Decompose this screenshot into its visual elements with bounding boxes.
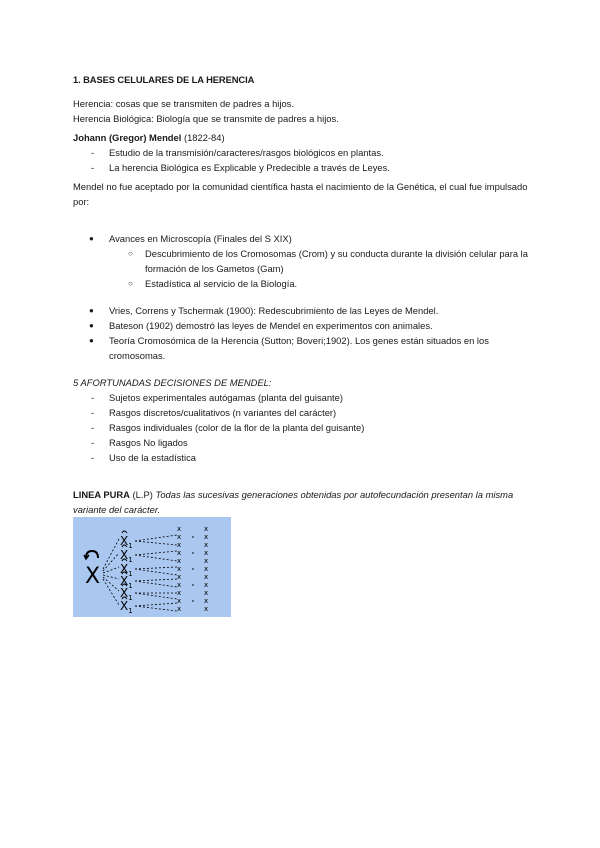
svg-text:x: x [204, 557, 209, 565]
list-item: - Rasgos discretos/cualitativos (n variantes del carácter) [73, 405, 528, 420]
bullet-icon: ● [89, 321, 94, 330]
svg-text:x: x [177, 589, 182, 597]
linea-pura-definition: Todas las sucesivas generaciones obtenidas por autofecundación presentan la misma variante del carácter. [73, 489, 514, 515]
svg-text:x: x [204, 589, 209, 597]
linea-pura-paragraph [73, 487, 528, 517]
svg-text:x: x [204, 573, 209, 581]
list-item: ● Avances en Microscopía (Finales del S XIX) [89, 233, 292, 244]
svg-text:x: x [177, 605, 182, 613]
self-fertilization-figure [73, 517, 231, 617]
linea-pura-abbr: (L.P) [129, 489, 153, 500]
list-item: - Sujetos experimentales autógamas (planta del guisante) [73, 390, 528, 405]
svg-text:X1: $X_1$ [120, 562, 133, 578]
list-item: - Rasgos No ligados [73, 435, 528, 450]
list-item: - Rasgos individuales (color de la flor de la planta del guisante) [73, 420, 528, 435]
definition-herencia: Herencia: cosas que se transmiten de padres a hijos. [73, 98, 294, 109]
self-fertilization-diagram [73, 517, 231, 617]
decisions-title: 5 AFORTUNADAS DECISIONES DE MENDEL: [73, 377, 272, 388]
intro-paragraph: Mendel no fue aceptado por la comunidad científica hasta el nacimiento de la Genética, el cual fue impulsado por: [73, 181, 528, 207]
mendel-list [73, 145, 528, 175]
bullet-list-1 [73, 231, 528, 246]
list-item: - Uso de la estadística [73, 450, 528, 465]
svg-text:x: x [177, 573, 182, 581]
svg-text:x: x [177, 549, 182, 557]
circle-bullet-icon: ○ [128, 279, 133, 288]
svg-text:x: x [204, 533, 209, 541]
document-content [73, 72, 528, 617]
decisions-list [73, 390, 528, 465]
svg-text:x: x [177, 541, 182, 549]
svg-text:x: x [204, 541, 209, 549]
definition-herencia-biologica: Herencia Biológica: Biología que se transmite de padres a hijos. [73, 113, 339, 124]
list-item: ● Vries, Correns y Tschermak (1900): Redescubrimiento de las Leyes de Mendel. [89, 305, 439, 316]
f1-f2-lines [135, 535, 177, 611]
list-item: ○ Descubrimiento de los Cromosomas (Crom) y su conducta durante la división celular para la formación de los Gametos (Gam) [128, 248, 528, 274]
svg-text:x: x [177, 581, 182, 589]
mendel-years: (1822-84) [181, 132, 225, 143]
svg-text:x: x [177, 557, 182, 565]
svg-text:x: x [204, 549, 209, 557]
mendel-name: Johann (Gregor) Mendel [73, 132, 182, 143]
bullet-icon: ● [89, 234, 94, 243]
svg-text:X1: $X_1$ [120, 599, 133, 615]
svg-text:x: x [177, 597, 182, 605]
list-item: - La herencia Biológica es Explicable y Predecible a través de Leyes. [73, 160, 528, 175]
section-heading: 1. BASES CELULARES DE LA HERENCIA [73, 74, 255, 85]
svg-text:x: x [204, 605, 209, 613]
list-item: ● Teoría Cromosómica de la Herencia (Sutton; Boveri;1902). Los genes están situados en los cromosomas. [89, 335, 489, 361]
list-item: ● Bateson (1902) demostró las leyes de Mendel en experimentos con animales. [89, 320, 433, 331]
svg-text:x: x [204, 565, 209, 573]
svg-text:X1: $X_1$ [120, 534, 133, 550]
list-item: ○ Estadística al servicio de la Biología. [128, 278, 298, 289]
parent-x-symbol: X [85, 564, 101, 589]
list-item: - Estudio de la transmisión/caracteres/rasgos biológicos en plantas. [73, 145, 528, 160]
svg-text:X1: $X_1$ [120, 574, 133, 590]
mendel-line [73, 130, 528, 145]
bullet-icon: ● [89, 306, 94, 315]
bullet-icon: ● [89, 336, 94, 345]
svg-text:x: x [204, 597, 209, 605]
svg-text:x: x [177, 525, 182, 533]
bullet-list-2 [73, 303, 528, 363]
svg-text:X1: $X_1$ [120, 548, 133, 564]
f2-column [177, 525, 181, 613]
svg-text:x: x [177, 565, 182, 573]
svg-text:x: x [177, 533, 182, 541]
linea-pura-term: LINEA PURA [73, 489, 130, 500]
parent-child-lines [103, 539, 119, 605]
f3-dots [192, 536, 194, 602]
svg-text:X1: $X_1$ [120, 586, 133, 602]
f4-column [204, 525, 208, 613]
circle-bullet-icon: ○ [128, 249, 133, 258]
svg-text:x: x [204, 525, 209, 533]
svg-text:x: x [204, 581, 209, 589]
sub-bullet-list [73, 246, 528, 291]
